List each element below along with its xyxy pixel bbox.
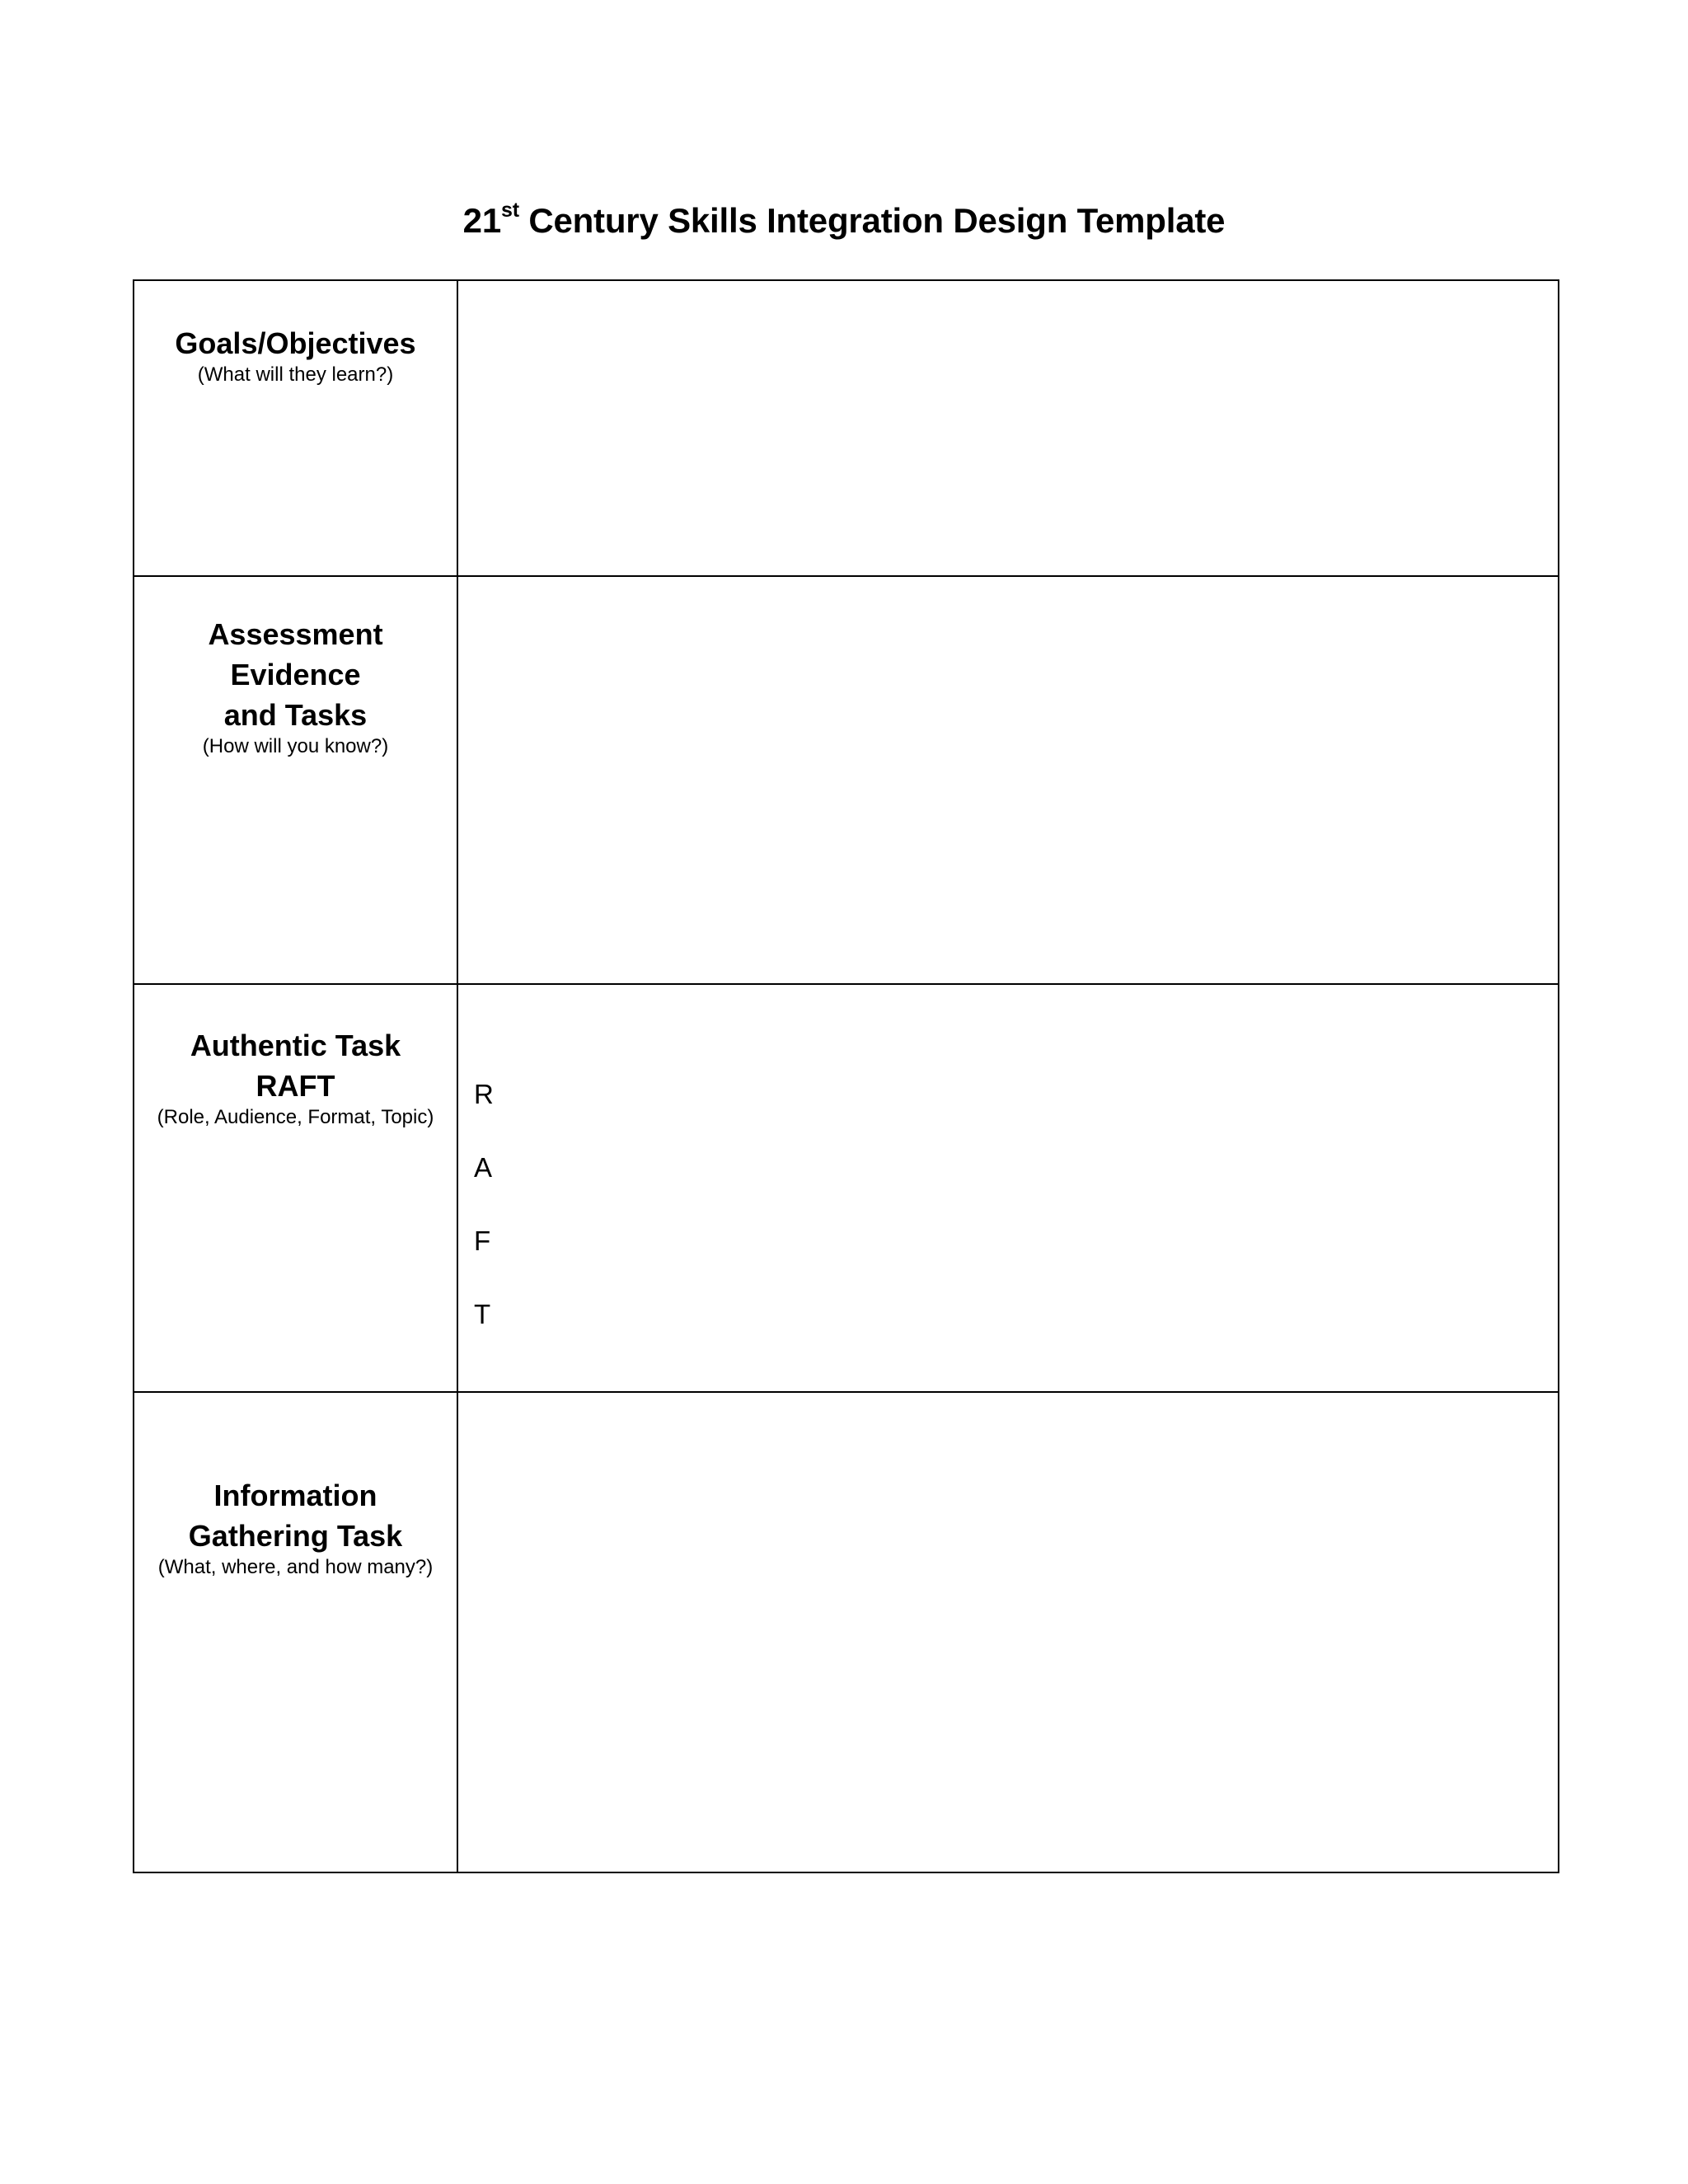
row-hint: (How will you know?) xyxy=(202,735,389,757)
row-heading-line: Information xyxy=(213,1479,377,1512)
raft-letter-role: R xyxy=(474,1079,494,1109)
row-heading-line: Gathering Task xyxy=(188,1519,403,1553)
row-heading-line: Assessment Evidence xyxy=(208,617,383,691)
content-cell-assessment[interactable] xyxy=(457,576,1559,984)
table-row-authentic-task xyxy=(134,984,1559,1392)
table-row-goals xyxy=(134,280,1559,576)
row-hint: (What, where, and how many?) xyxy=(157,1556,434,1578)
content-cell-authentic-task[interactable] xyxy=(457,984,1559,1392)
content-cell-information-gathering[interactable] xyxy=(457,1392,1559,1872)
title-text: Century Skills Integration Design Template xyxy=(518,201,1226,240)
row-hint: (What will they learn?) xyxy=(197,363,394,386)
row-heading xyxy=(146,1025,445,1106)
page-title xyxy=(0,196,1688,246)
title-number: 21 xyxy=(462,201,501,240)
raft-list xyxy=(458,985,1558,1351)
content-cell-goals[interactable] xyxy=(457,280,1559,576)
row-heading-line: RAFT xyxy=(256,1069,335,1103)
row-heading xyxy=(146,323,445,363)
label-cell-information-gathering xyxy=(134,1392,457,1872)
row-heading-line: Authentic Task xyxy=(190,1029,401,1062)
table-row-assessment xyxy=(134,576,1559,984)
raft-letter-audience: A xyxy=(474,1152,493,1183)
label-cell-goals xyxy=(134,280,457,576)
table-row-information-gathering xyxy=(134,1392,1559,1872)
row-hint: (Role, Audience, Format, Topic) xyxy=(157,1106,434,1128)
row-heading-line: and Tasks xyxy=(223,698,368,732)
label-cell-authentic-task xyxy=(134,984,457,1392)
row-heading xyxy=(146,614,445,735)
title-superscript: st xyxy=(501,199,519,222)
raft-letter-topic: T xyxy=(474,1299,491,1329)
raft-letter-format: F xyxy=(474,1226,491,1256)
design-template-table xyxy=(133,279,1559,1873)
row-heading xyxy=(146,1475,445,1556)
label-cell-assessment xyxy=(134,576,457,984)
row-heading-line: Goals/Objectives xyxy=(175,326,416,360)
